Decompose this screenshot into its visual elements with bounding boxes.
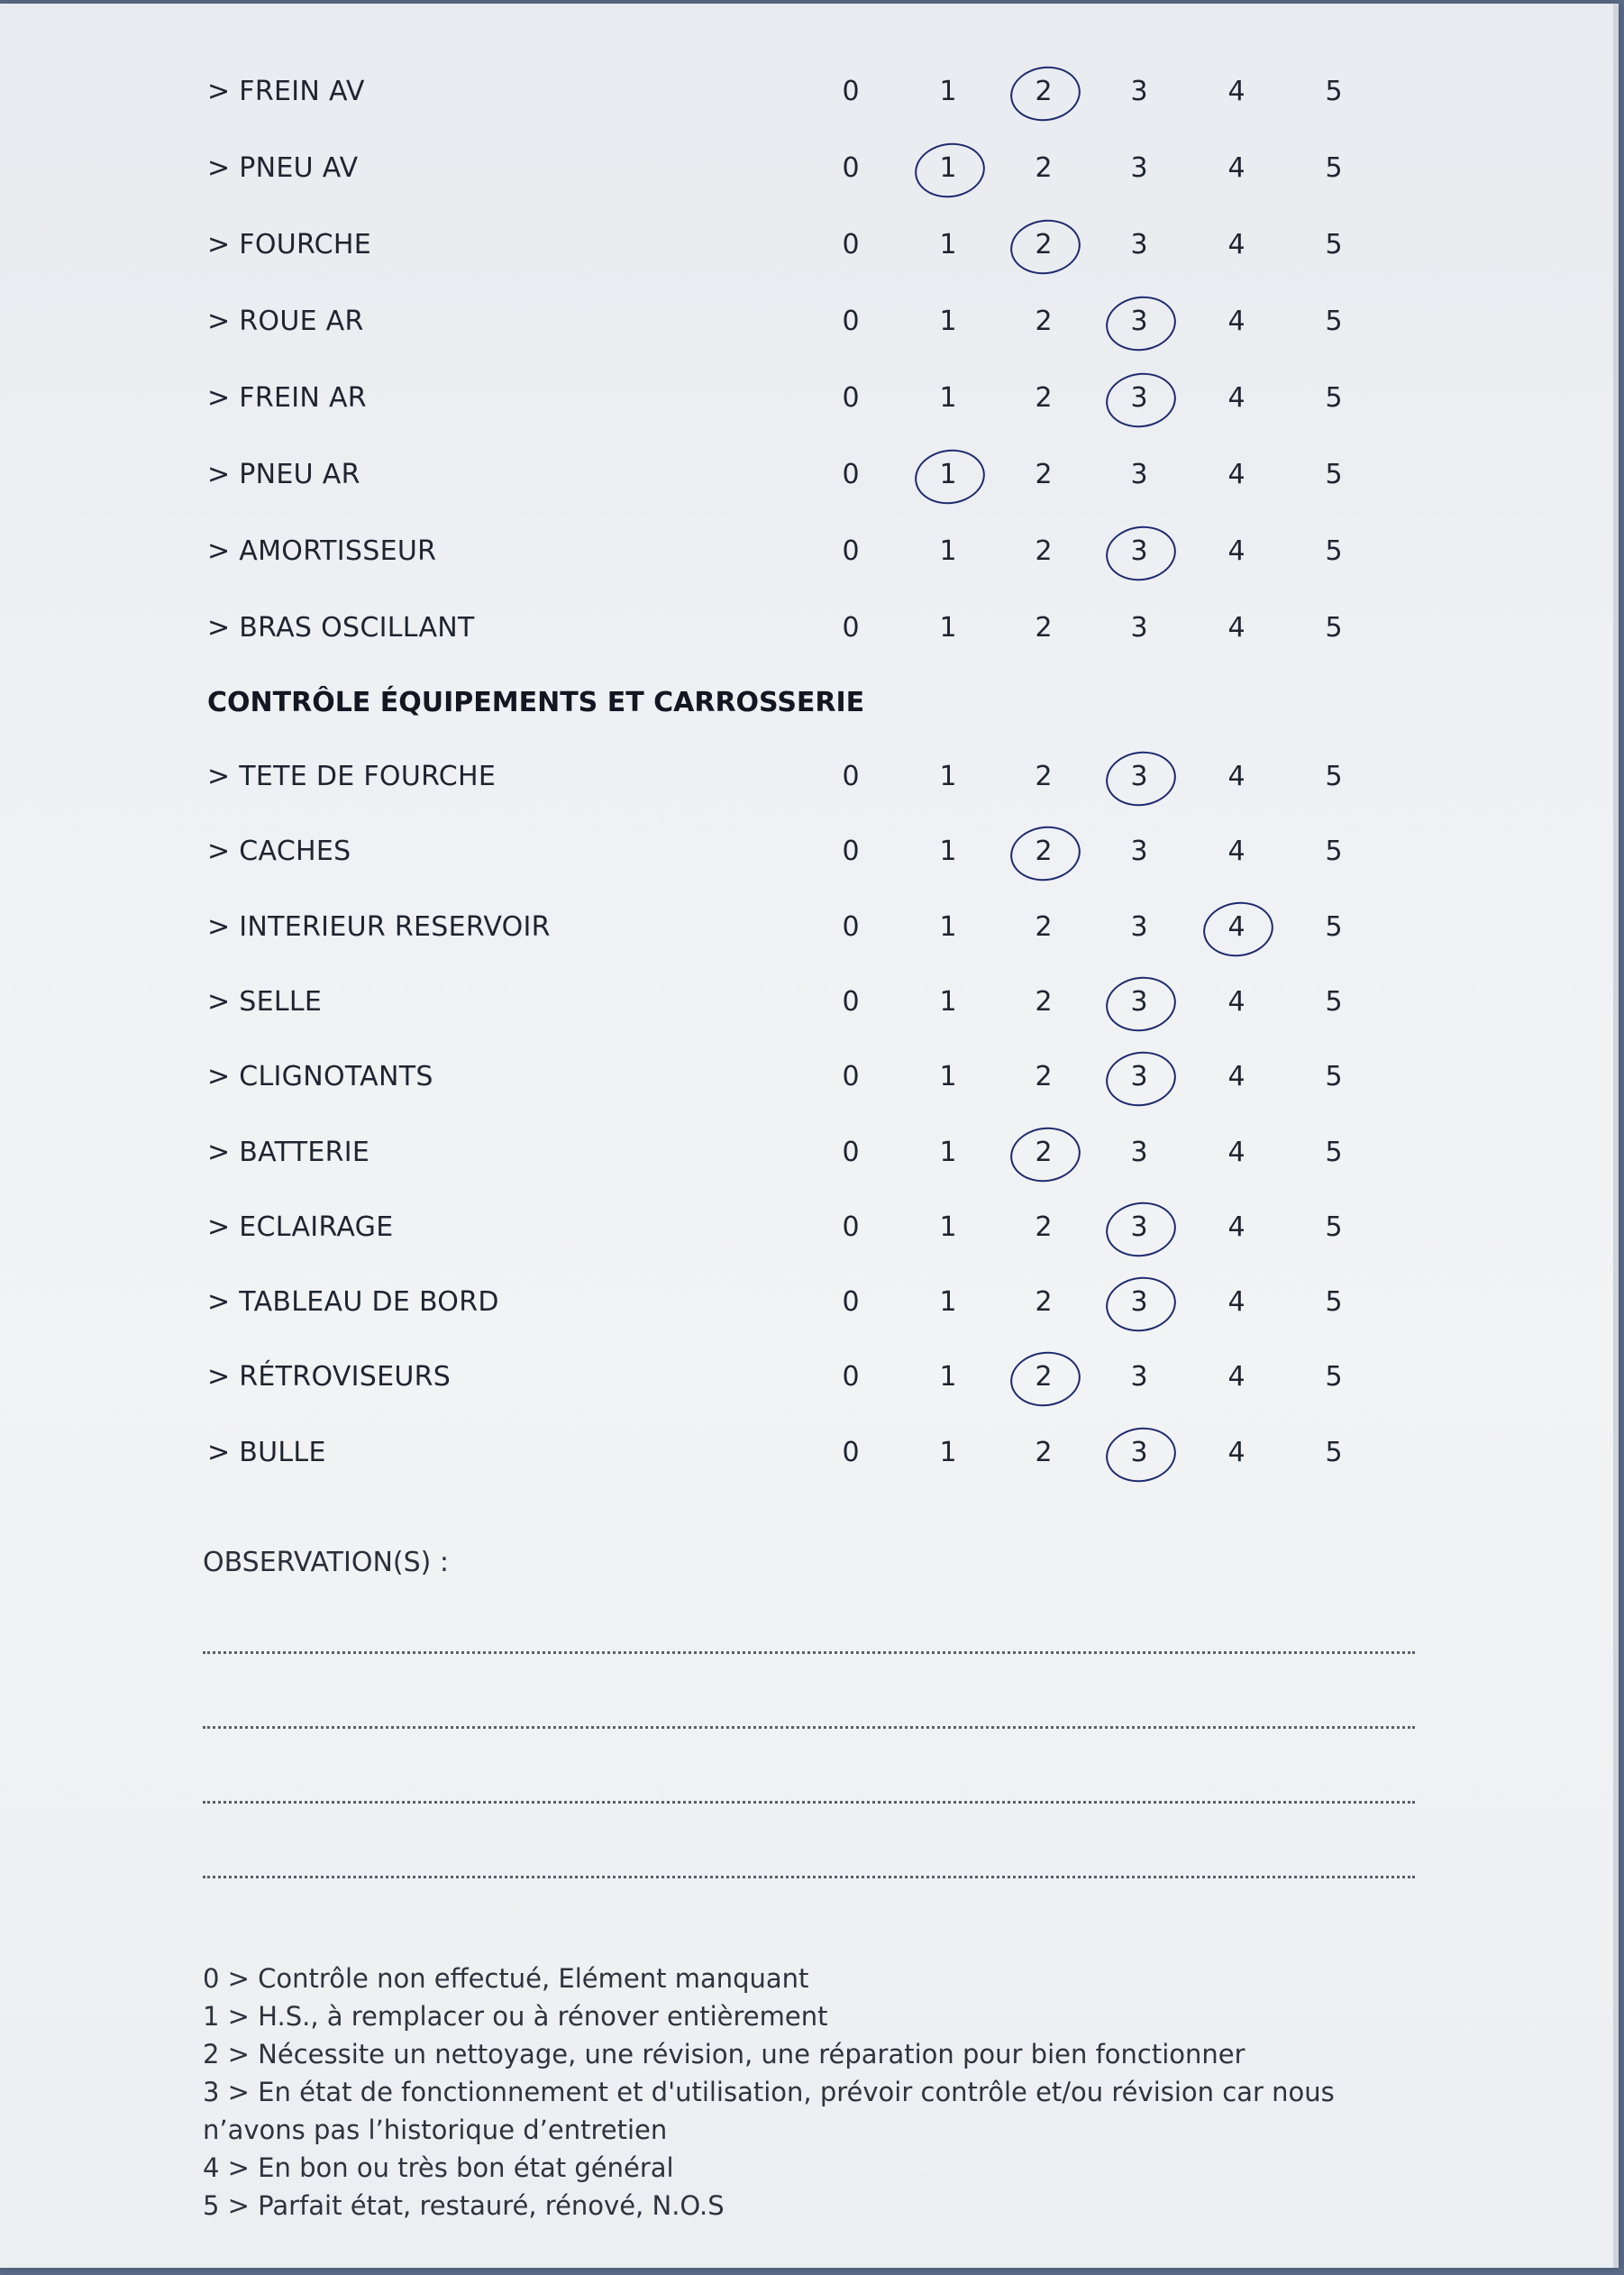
rating-option[interactable]: 0 (842, 836, 860, 868)
observation-line[interactable] (203, 1651, 1415, 1654)
checklist-row (0, 739, 1613, 815)
rating-option[interactable]: 3 (1130, 152, 1148, 184)
checklist-row (0, 1039, 1613, 1115)
rating-option[interactable]: 0 (842, 459, 860, 490)
observation-line[interactable] (203, 1801, 1415, 1804)
checklist-item-label: > SELLE (207, 985, 323, 1018)
checklist-item-label: > BRAS OSCILLANT (207, 612, 475, 644)
checklist-item-label: > PNEU AV (207, 152, 359, 184)
checklist-item-label: > TETE DE FOURCHE (207, 761, 497, 792)
rating-option[interactable]: 1 (939, 1361, 957, 1393)
rating-option[interactable]: 5 (1325, 76, 1343, 107)
checklist-row (0, 361, 1613, 436)
rating-option[interactable]: 4 (1227, 1286, 1245, 1319)
checklist-item-label: > INTERIEUR RESERVOIR (207, 910, 551, 943)
rating-option-selected[interactable]: 3 (1094, 361, 1184, 436)
rating-option[interactable]: 4 (1227, 306, 1245, 337)
checklist-row (0, 814, 1613, 890)
rating-option-selected[interactable]: 3 (1094, 284, 1184, 360)
rating-option[interactable]: 2 (1035, 535, 1053, 567)
rating-option[interactable]: 1 (939, 1436, 957, 1468)
checklist-item-label: > FREIN AR (207, 382, 367, 414)
legend-line: 2 > Nécessite un nettoyage, une révision, une réparation pour bien fonctionner (203, 2039, 1245, 2069)
rating-option[interactable]: 1 (939, 535, 957, 567)
rating-option[interactable]: 2 (1035, 1211, 1053, 1243)
rating-option[interactable]: 1 (939, 306, 957, 337)
checklist-row (0, 284, 1613, 360)
checklist-item-label: > ROUE AR (207, 306, 364, 337)
checklist-item-label: > CLIGNOTANTS (207, 1061, 433, 1093)
rating-option[interactable]: 4 (1227, 535, 1245, 567)
rating-option[interactable]: 0 (842, 152, 860, 184)
legend-line: 0 > Contrôle non effectué, Elément manquant (203, 1963, 809, 1994)
rating-option[interactable]: 5 (1325, 1136, 1343, 1168)
rating-option-selected[interactable]: 3 (1094, 1039, 1184, 1115)
rating-option-selected[interactable]: 3 (1094, 964, 1184, 1040)
rating-option[interactable]: 0 (842, 535, 860, 567)
rating-option[interactable]: 5 (1325, 229, 1343, 260)
rating-option-selected[interactable]: 1 (903, 131, 993, 206)
rating-option[interactable]: 3 (1130, 910, 1148, 943)
rating-option[interactable]: 0 (842, 1436, 860, 1468)
legend-line: 5 > Parfait état, restauré, rénové, N.O.S (203, 2190, 725, 2221)
rating-option[interactable]: 5 (1325, 1211, 1343, 1243)
rating-option[interactable]: 3 (1130, 1136, 1148, 1168)
rating-option[interactable]: 4 (1227, 836, 1245, 868)
rating-option[interactable]: 0 (842, 612, 860, 644)
rating-option-selected[interactable]: 2 (999, 207, 1089, 283)
rating-option[interactable]: 1 (939, 1211, 957, 1243)
rating-option[interactable]: 1 (939, 1136, 957, 1168)
checklist-item-label: > RÉTROVISEURS (207, 1361, 452, 1393)
rating-option[interactable]: 1 (939, 761, 957, 792)
rating-option[interactable]: 0 (842, 229, 860, 260)
rating-option-selected[interactable]: 3 (1094, 1190, 1184, 1265)
checklist-row (0, 207, 1613, 283)
rating-option[interactable]: 0 (842, 306, 860, 337)
rating-option[interactable]: 5 (1325, 985, 1343, 1018)
checklist-row (0, 437, 1613, 513)
rating-option[interactable]: 4 (1227, 761, 1245, 792)
rating-option[interactable]: 4 (1227, 1436, 1245, 1468)
rating-option-selected[interactable]: 3 (1094, 739, 1184, 815)
rating-option[interactable]: 5 (1325, 382, 1343, 414)
checklist-item-label: > ECLAIRAGE (207, 1211, 394, 1243)
checklist-item-label: > CACHES (207, 836, 351, 868)
rating-option[interactable]: 0 (842, 1136, 860, 1168)
rating-option[interactable]: 4 (1227, 1061, 1245, 1093)
checklist-row (0, 1339, 1613, 1415)
rating-option[interactable]: 0 (842, 1061, 860, 1093)
rating-option[interactable]: 2 (1035, 382, 1053, 414)
rating-legend (203, 1960, 1464, 2225)
rating-option[interactable]: 3 (1130, 612, 1148, 644)
checklist-row (0, 1265, 1613, 1340)
checklist-row (0, 590, 1613, 666)
rating-option[interactable]: 4 (1227, 612, 1245, 644)
rating-option-selected[interactable]: 3 (1094, 514, 1184, 589)
rating-option[interactable]: 5 (1325, 306, 1343, 337)
rating-option[interactable]: 0 (842, 1361, 860, 1393)
rating-option-selected[interactable]: 3 (1094, 1265, 1184, 1340)
rating-option[interactable]: 5 (1325, 910, 1343, 943)
rating-option-selected[interactable]: 4 (1191, 890, 1282, 965)
rating-option-selected[interactable]: 2 (999, 54, 1089, 130)
rating-option[interactable]: 4 (1227, 1136, 1245, 1168)
rating-option[interactable]: 2 (1035, 612, 1053, 644)
inspection-sheet (0, 4, 1619, 2268)
legend-line: 4 > En bon ou très bon état général (203, 2152, 674, 2183)
checklist-row (0, 131, 1613, 206)
checklist-item-label: > FOURCHE (207, 229, 372, 260)
observation-line[interactable] (203, 1726, 1415, 1729)
rating-option[interactable]: 3 (1130, 836, 1148, 868)
checklist-row (0, 514, 1613, 589)
rating-option[interactable]: 2 (1035, 306, 1053, 337)
rating-option[interactable]: 0 (842, 1211, 860, 1243)
rating-option[interactable]: 4 (1227, 382, 1245, 414)
rating-option[interactable]: 5 (1325, 1286, 1343, 1319)
rating-option-selected[interactable]: 2 (999, 1115, 1089, 1191)
observations-label: OBSERVATION(S) : (203, 1547, 449, 1578)
checklist-item-label: > BATTERIE (207, 1136, 370, 1168)
rating-option[interactable]: 2 (1035, 910, 1053, 943)
rating-option[interactable]: 0 (842, 76, 860, 107)
legend-line: 3 > En état de fonctionnement et d'utilisation, prévoir contrôle et/ou révision car nous (203, 2077, 1335, 2107)
section-title: CONTRÔLE ÉQUIPEMENTS ET CARROSSERIE (207, 687, 865, 718)
checklist-row (0, 54, 1613, 130)
rating-option[interactable]: 4 (1227, 1361, 1245, 1393)
rating-option[interactable]: 1 (939, 382, 957, 414)
checklist-item-label: > FREIN AV (207, 76, 365, 107)
rating-option[interactable]: 4 (1227, 152, 1245, 184)
rating-option[interactable]: 1 (939, 1286, 957, 1319)
rating-option[interactable]: 1 (939, 910, 957, 943)
rating-option[interactable]: 5 (1325, 459, 1343, 490)
rating-option[interactable]: 0 (842, 761, 860, 792)
rating-option[interactable]: 0 (842, 382, 860, 414)
rating-option[interactable]: 1 (939, 836, 957, 868)
rating-option[interactable]: 2 (1035, 1061, 1053, 1093)
rating-option-selected[interactable]: 3 (1094, 1415, 1184, 1491)
rating-option[interactable]: 5 (1325, 1436, 1343, 1468)
rating-option[interactable]: 3 (1130, 76, 1148, 107)
rating-option[interactable]: 4 (1227, 459, 1245, 490)
rating-option[interactable]: 0 (842, 1286, 860, 1319)
checklist-row (0, 1415, 1613, 1491)
checklist-row (0, 1115, 1613, 1191)
rating-option[interactable]: 2 (1035, 459, 1053, 490)
rating-option[interactable]: 3 (1130, 1361, 1148, 1393)
rating-option[interactable]: 2 (1035, 1436, 1053, 1468)
rating-option[interactable]: 5 (1325, 612, 1343, 644)
legend-line: 1 > H.S., à remplacer ou à rénover entièrement (203, 2001, 828, 2032)
rating-option[interactable]: 3 (1130, 459, 1148, 490)
rating-option[interactable]: 5 (1325, 152, 1343, 184)
checklist-item-label: > BULLE (207, 1436, 326, 1468)
rating-option[interactable]: 2 (1035, 761, 1053, 792)
rating-option[interactable]: 1 (939, 985, 957, 1018)
rating-option[interactable]: 4 (1227, 229, 1245, 260)
rating-option[interactable]: 2 (1035, 985, 1053, 1018)
checklist-item-label: > AMORTISSEUR (207, 535, 437, 567)
rating-option[interactable]: 5 (1325, 1061, 1343, 1093)
rating-option[interactable]: 2 (1035, 1286, 1053, 1319)
checklist-row (0, 890, 1613, 965)
rating-option-selected[interactable]: 2 (999, 814, 1089, 890)
rating-option[interactable]: 1 (939, 612, 957, 644)
rating-option[interactable]: 5 (1325, 836, 1343, 868)
rating-option[interactable]: 2 (1035, 152, 1053, 184)
rating-option[interactable]: 4 (1227, 76, 1245, 107)
rating-option[interactable]: 5 (1325, 761, 1343, 792)
rating-option[interactable]: 4 (1227, 985, 1245, 1018)
rating-option[interactable]: 4 (1227, 1211, 1245, 1243)
rating-option-selected[interactable]: 1 (903, 437, 993, 513)
checklist-row (0, 964, 1613, 1040)
checklist-item-label: > PNEU AR (207, 459, 360, 490)
rating-option[interactable]: 1 (939, 76, 957, 107)
rating-option[interactable]: 0 (842, 985, 860, 1018)
checklist-row (0, 1190, 1613, 1265)
legend-line: n’avons pas l’historique d’entretien (203, 2115, 668, 2145)
rating-option[interactable]: 1 (939, 1061, 957, 1093)
rating-option[interactable]: 3 (1130, 229, 1148, 260)
rating-option[interactable]: 1 (939, 229, 957, 260)
observation-line[interactable] (203, 1876, 1415, 1878)
rating-option[interactable]: 5 (1325, 535, 1343, 567)
rating-option-selected[interactable]: 2 (999, 1339, 1089, 1415)
rating-option[interactable]: 5 (1325, 1361, 1343, 1393)
checklist-item-label: > TABLEAU DE BORD (207, 1286, 499, 1319)
rating-option[interactable]: 0 (842, 910, 860, 943)
